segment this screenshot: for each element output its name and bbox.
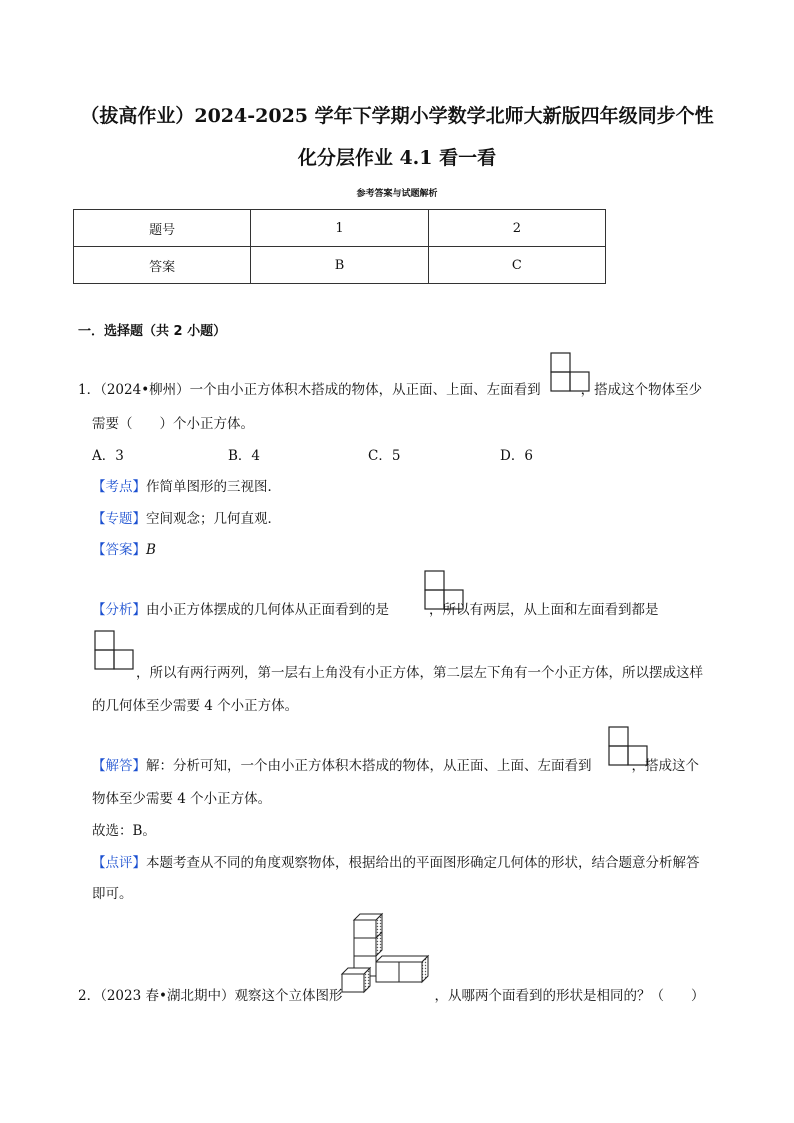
jieda-tag: 【解答】 <box>92 758 146 774</box>
q1-daan <box>92 538 156 558</box>
q1-stem-line1 <box>78 378 702 398</box>
q2-stem-part-a: 2．（2023 春•湖北期中）观察这个立体图形 <box>78 988 343 1004</box>
dianping-tag: 【点评】 <box>92 855 146 871</box>
q1-dianping-line1 <box>92 851 700 871</box>
table-cell: 题号 <box>74 210 251 247</box>
q1-zhuanti <box>92 507 281 527</box>
q1-jieda-line2: 物体至少需要 4 个小正方体。 <box>92 791 272 807</box>
jieda-text-a: 解：分析可知，一个由小正方体积木搭成的物体，从正面、上面、左面看到 <box>146 758 592 774</box>
daan-tag: 【答案】 <box>92 542 146 558</box>
daan-text: B <box>146 542 156 558</box>
q1-kaodian <box>92 475 281 495</box>
table-cell: C <box>428 247 605 284</box>
fenxi-text-b: ，所以有两层，从上面和左面看到都是 <box>429 602 659 618</box>
q1-guxuan: 故选：B。 <box>92 823 156 839</box>
answer-table-answer-row <box>74 247 606 284</box>
table-cell: 答案 <box>74 247 251 284</box>
q1-fenxi-line2: ，所以有两行两列，第一层右上角没有小正方体，第二层左下角有一个小正方体，所以摆成这样 <box>136 665 703 681</box>
answer-table <box>73 209 606 284</box>
cube-solid-figure <box>340 910 432 994</box>
q1-stem-line2: 需要（ ）个小正方体。 <box>92 416 254 432</box>
q1-option-c: C．5 <box>368 448 401 464</box>
three-view-shape-figure <box>550 352 590 392</box>
q1-option-b: B．4 <box>228 448 261 464</box>
document-subtitle: 参考答案与试题解析 <box>356 189 438 199</box>
kaodian-text: 作简单图形的三视图． <box>146 479 281 495</box>
table-cell: 1 <box>251 210 428 247</box>
q1-stem-part-b: ，搭成这个物体至少 <box>580 382 703 398</box>
q1-stem-part-a: 1．（2024•柳州）一个由小正方体积木搭成的物体，从正面、上面、左面看到 <box>78 382 541 398</box>
document-title-line2: 化分层作业 4.1 看一看 <box>297 147 497 169</box>
q1-fenxi-line1 <box>92 598 659 618</box>
q1-option-d: D．6 <box>500 448 533 464</box>
front-view-shape-figure <box>424 570 464 610</box>
q1-option-a: A．3 <box>92 448 124 464</box>
fenxi-text-a: 由小正方体摆成的几何体从正面看到的是 <box>146 602 389 618</box>
solution-view-shape-figure <box>608 726 648 766</box>
table-cell: B <box>251 247 428 284</box>
zhuanti-tag: 【专题】 <box>92 511 146 527</box>
zhuanti-text: 空间观念；几何直观． <box>146 511 281 527</box>
jieda-text-b: ，搭成这个 <box>631 758 699 774</box>
section-title: 一．选择题（共 2 小题） <box>78 324 227 339</box>
table-cell: 2 <box>428 210 605 247</box>
answer-table-header-row <box>74 210 606 247</box>
q2-stem-part-b: ，从哪两个面看到的形状是相同的？（ ） <box>434 988 705 1004</box>
top-left-view-shape-figure <box>94 630 134 670</box>
document-title-line1: （拔高作业）2024-2025 学年下学期小学数学北师大新版四年级同步个性 <box>80 105 714 127</box>
fenxi-tag: 【分析】 <box>92 602 146 618</box>
q1-fenxi-line3: 的几何体至少需要 4 个小正方体。 <box>92 698 299 714</box>
q1-dianping-line2: 即可。 <box>92 886 133 902</box>
dianping-text-a: 本题考查从不同的角度观察物体，根据给出的平面图形确定几何体的形状，结合题意分析解答 <box>146 855 700 871</box>
kaodian-tag: 【考点】 <box>92 479 146 495</box>
